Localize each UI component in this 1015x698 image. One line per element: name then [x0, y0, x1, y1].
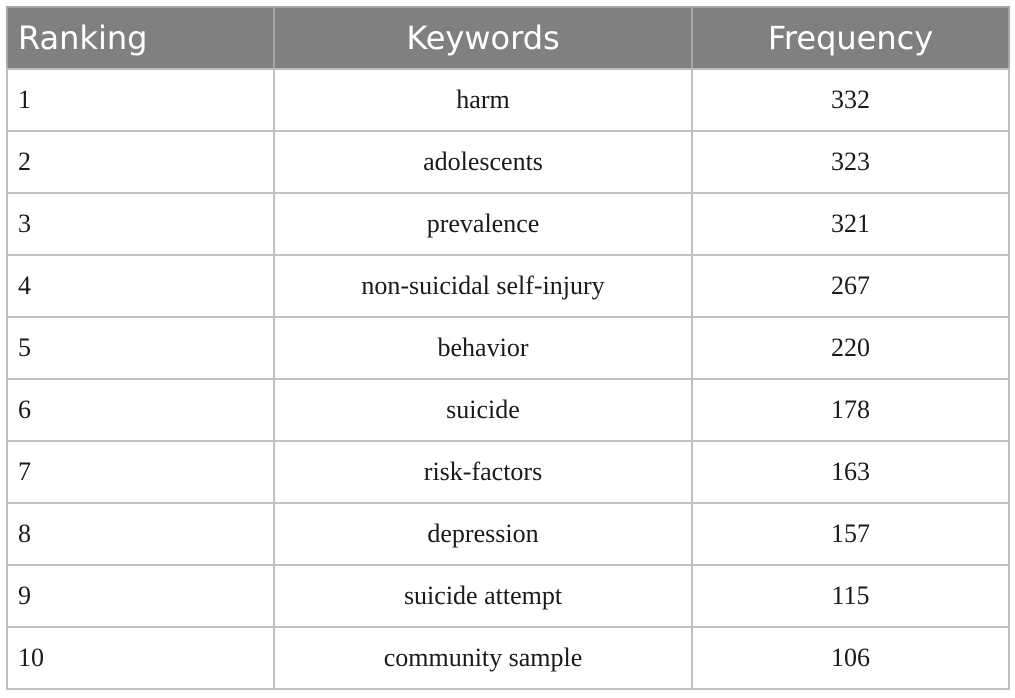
- header-frequency: Frequency: [692, 7, 1009, 69]
- frequency-cell: 163: [692, 441, 1009, 503]
- ranking-cell: 4: [7, 255, 274, 317]
- table-row: [7, 627, 1009, 689]
- table-header: [7, 7, 1009, 69]
- ranking-cell: 10: [7, 627, 274, 689]
- frequency-cell: 323: [692, 131, 1009, 193]
- keyword-cell: behavior: [274, 317, 692, 379]
- table-row: [7, 565, 1009, 627]
- frequency-cell: 332: [692, 69, 1009, 131]
- frequency-cell: 267: [692, 255, 1009, 317]
- ranking-cell: 1: [7, 69, 274, 131]
- table-row: [7, 131, 1009, 193]
- table-row: [7, 379, 1009, 441]
- ranking-cell: 3: [7, 193, 274, 255]
- ranking-cell: 6: [7, 379, 274, 441]
- header-ranking: Ranking: [7, 7, 274, 69]
- table-row: [7, 317, 1009, 379]
- ranking-cell: 2: [7, 131, 274, 193]
- header-row: [7, 7, 1009, 69]
- keyword-cell: suicide attempt: [274, 565, 692, 627]
- keyword-cell: adolescents: [274, 131, 692, 193]
- ranking-cell: 9: [7, 565, 274, 627]
- table-row: [7, 69, 1009, 131]
- frequency-cell: 115: [692, 565, 1009, 627]
- frequency-cell: 157: [692, 503, 1009, 565]
- header-keywords: Keywords: [274, 7, 692, 69]
- ranking-cell: 8: [7, 503, 274, 565]
- keyword-cell: depression: [274, 503, 692, 565]
- ranking-cell: 5: [7, 317, 274, 379]
- table-row: [7, 503, 1009, 565]
- table-body: [7, 69, 1009, 689]
- frequency-cell: 106: [692, 627, 1009, 689]
- table-row: [7, 255, 1009, 317]
- frequency-cell: 178: [692, 379, 1009, 441]
- keyword-frequency-table: [6, 6, 1010, 690]
- table-row: [7, 441, 1009, 503]
- keyword-cell: prevalence: [274, 193, 692, 255]
- keyword-cell: community sample: [274, 627, 692, 689]
- table-row: [7, 193, 1009, 255]
- keyword-cell: risk-factors: [274, 441, 692, 503]
- frequency-cell: 220: [692, 317, 1009, 379]
- keyword-cell: suicide: [274, 379, 692, 441]
- keyword-cell: harm: [274, 69, 692, 131]
- frequency-cell: 321: [692, 193, 1009, 255]
- keyword-frequency-table-container: [6, 6, 1008, 690]
- keyword-cell: non-suicidal self-injury: [274, 255, 692, 317]
- ranking-cell: 7: [7, 441, 274, 503]
